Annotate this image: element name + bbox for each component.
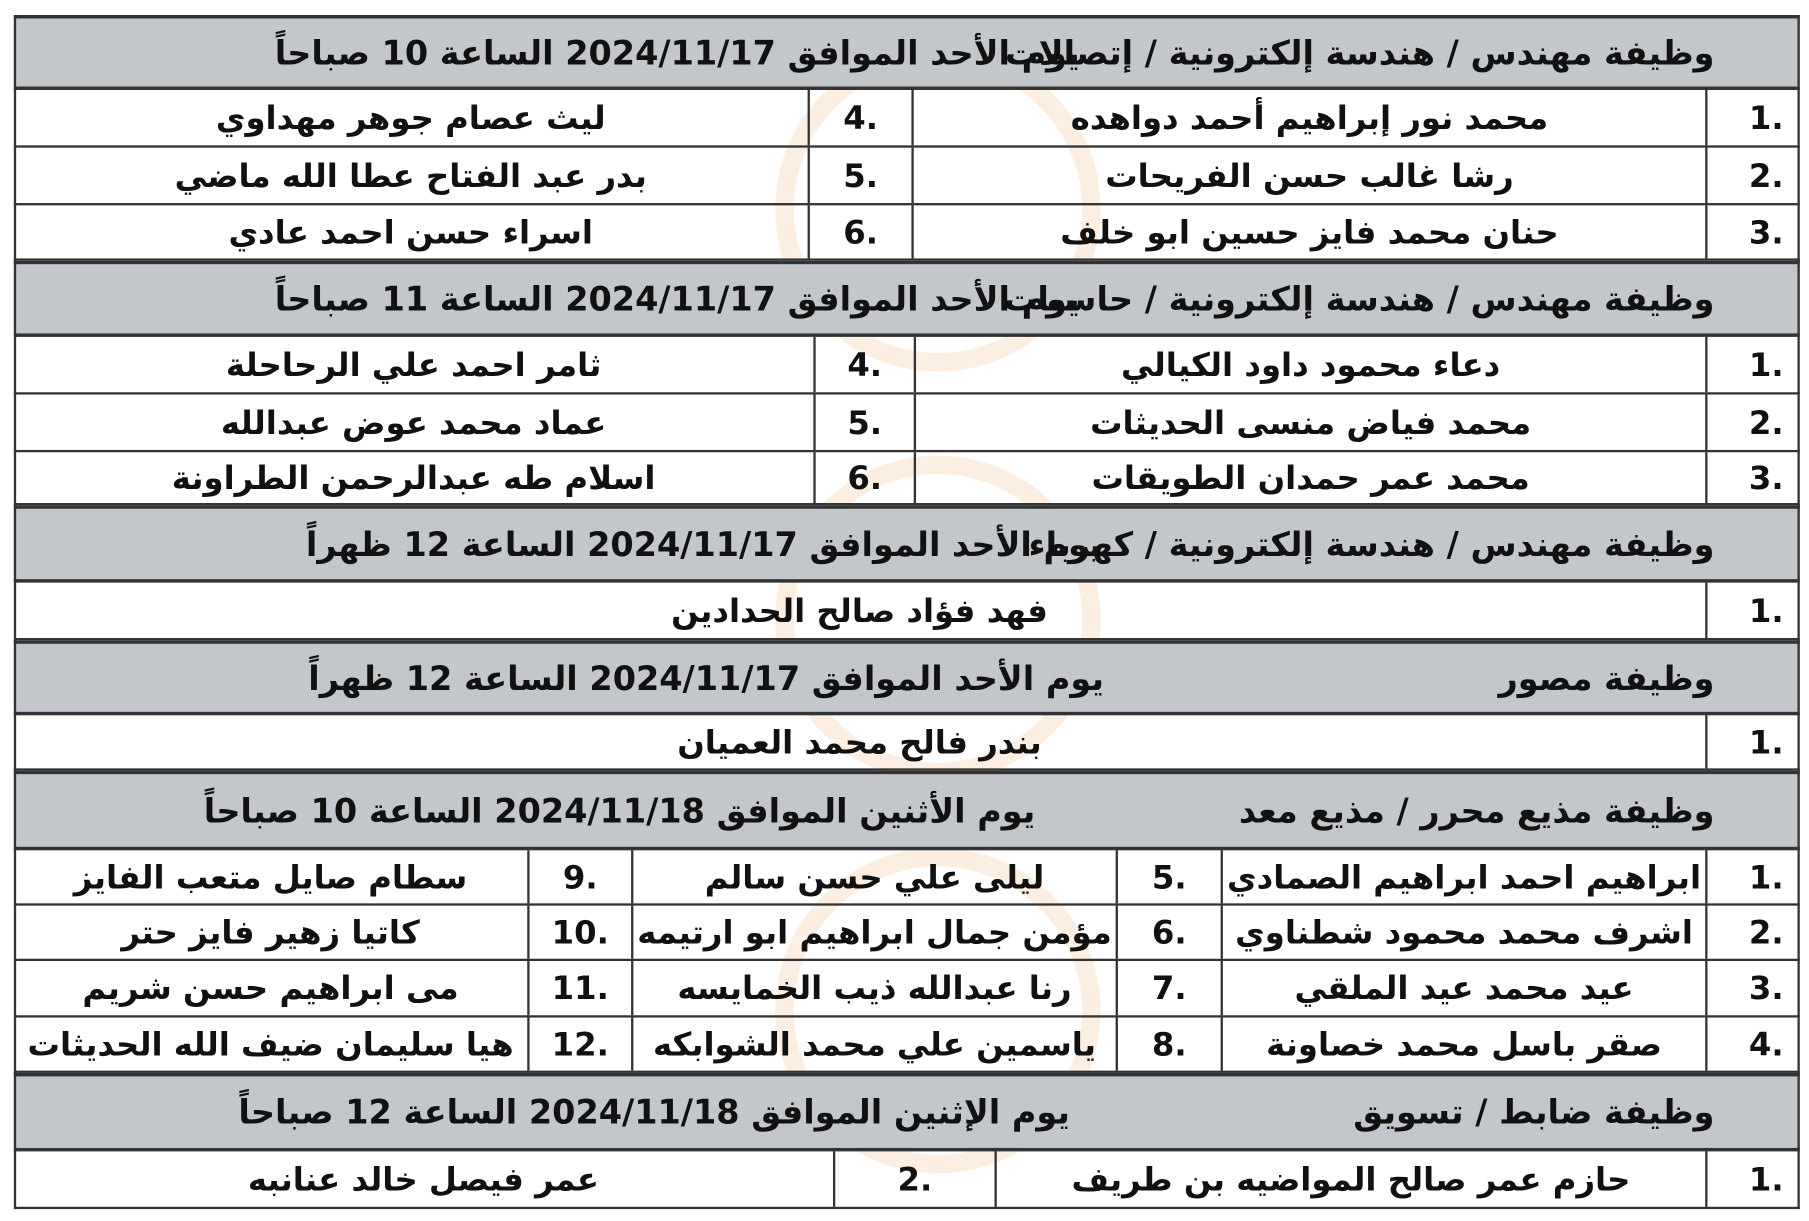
row-number: 3.: [1705, 961, 1800, 1015]
table-row: [14, 1018, 1800, 1073]
row-number: 7.: [1116, 961, 1221, 1015]
row-number: 1.: [1705, 1151, 1800, 1206]
job-title: وظيفة مصور: [1498, 658, 1715, 698]
row-number: 4.: [1705, 1018, 1800, 1071]
table-row: [14, 715, 1800, 770]
candidate-name: صقر باسل محمد خصاونة: [1221, 1018, 1706, 1071]
candidate-name: حنان محمد فايز حسين ابو خلف: [911, 205, 1705, 258]
table-row: [14, 337, 1800, 395]
candidate-name: سطام صايل متعب الفايز: [73, 857, 468, 896]
table-row: [14, 906, 1800, 961]
interview-schedule: يوم الإثنين الموافق 2024/11/18 الساعة 12 صباحاً: [238, 1092, 1070, 1132]
row-number: 9.: [527, 850, 631, 903]
candidate-name: محمد نور إبراهيم أحمد دواهده: [911, 90, 1705, 145]
interview-schedule: يوم الأحد الموافق 2024/11/17 الساعة 10 صباحاً: [274, 32, 1080, 73]
job-title: وظيفة مهندس / هندسة إلكترونية / حاسبات: [1003, 279, 1715, 319]
row-number: 12.: [527, 1018, 631, 1071]
interview-schedule: يوم الأحد الموافق 2024/11/17 الساعة 12 ظهراً: [308, 658, 1104, 698]
candidate-name: محمد فياض منسى الحديثات: [914, 395, 1705, 450]
candidate-name: بندر فالح محمد العميان: [677, 722, 1042, 761]
row-number: 6.: [808, 205, 912, 258]
row-number: 10.: [527, 906, 631, 959]
table-row: [14, 583, 1800, 641]
section-header: [14, 1073, 1800, 1151]
row-number: 2.: [1705, 395, 1800, 450]
job-title: وظيفة مذيع محرر / مذيع معد: [1238, 790, 1715, 831]
table-row: [14, 148, 1800, 206]
row-number: 4.: [813, 337, 913, 392]
candidate-name: اسراء حسن احمد عادي: [228, 212, 594, 251]
row-number: 5.: [813, 395, 913, 450]
row-number: 1.: [1705, 337, 1800, 392]
candidate-name: مى ابراهيم حسن شريم: [82, 969, 459, 1008]
candidate-name: ليث عصام جوهر مهداوي: [215, 98, 606, 137]
candidate-name: فهد فؤاد صالح الحدادين: [671, 591, 1048, 630]
table-row: [14, 395, 1800, 453]
table-row: [14, 205, 1800, 260]
row-number: 2.: [1705, 906, 1800, 959]
row-number: 1.: [1705, 90, 1800, 145]
interview-schedule: يوم الأحد الموافق 2024/11/17 الساعة 11 صباحاً: [274, 279, 1080, 319]
row-number: 5.: [808, 148, 912, 203]
row-number: 3.: [1705, 205, 1800, 258]
candidate-name: ابراهيم احمد ابراهيم الصمادي: [1221, 850, 1706, 903]
row-number: 2.: [1705, 148, 1800, 203]
candidate-name: عمر فيصل خالد عنانبه: [247, 1160, 599, 1199]
section-header: [14, 505, 1800, 582]
candidate-name: ثامر احمد علي الرحاحلة: [225, 345, 602, 384]
job-title: وظيفة مهندس / هندسة إلكترونية / إتصالات: [1005, 32, 1715, 73]
job-title: وظيفة ضابط / تسويق: [1353, 1092, 1715, 1132]
row-number: 1.: [1705, 583, 1800, 638]
candidate-name: رشا غالب حسن الفريحات: [911, 148, 1705, 203]
candidate-name: اشرف محمد محمود شطناوي: [1221, 906, 1706, 959]
row-number: 1.: [1705, 850, 1800, 903]
candidate-name: رنا عبدالله ذيب الخمايسه: [631, 961, 1116, 1015]
job-title: وظيفة مهندس / هندسة إلكترونية / كهرباء: [1028, 524, 1715, 564]
candidate-name: اسلام طه عبدالرحمن الطراونة: [171, 458, 656, 497]
section-header: [14, 261, 1800, 337]
section-header: [14, 640, 1800, 715]
row-number: 4.: [808, 90, 912, 145]
row-number: 3.: [1705, 452, 1800, 503]
candidate-name: حازم عمر صالح المواضيه بن طريف: [994, 1151, 1705, 1206]
candidate-name: محمد عمر حمدان الطويقات: [914, 452, 1705, 503]
candidate-name: مؤمن جمال ابراهيم ابو ارتيمه: [631, 906, 1116, 959]
interview-schedule: يوم الأحد الموافق 2024/11/17 الساعة 12 ظهراً: [305, 524, 1102, 564]
candidate-name: عيد محمد عيد الملقي: [1221, 961, 1706, 1015]
section-header: [14, 771, 1800, 851]
candidate-name: ياسمين علي محمد الشوابكه: [631, 1018, 1116, 1071]
candidate-name: كاتيا زهير فايز حتر: [121, 913, 420, 952]
interview-schedule: يوم الأثنين الموافق 2024/11/18 الساعة 10 صباحاً: [203, 790, 1036, 831]
row-number: 6.: [1116, 906, 1221, 959]
row-number: 6.: [813, 452, 913, 503]
row-number: 5.: [1116, 850, 1221, 903]
row-number: 2.: [833, 1151, 995, 1206]
section-header: [14, 15, 1800, 90]
table-row: [14, 452, 1800, 505]
candidate-name: دعاء محمود داود الكيالي: [914, 337, 1705, 392]
candidate-name: بدر عبد الفتاح عطا الله ماضي: [174, 156, 647, 195]
row-number: 8.: [1116, 1018, 1221, 1071]
candidate-name: ليلى علي حسن سالم: [631, 850, 1116, 903]
table-row: [14, 961, 1800, 1018]
table-row: [14, 850, 1800, 905]
table-row: [14, 90, 1800, 148]
table-row: [14, 1151, 1800, 1209]
row-number: 1.: [1705, 715, 1800, 768]
candidate-name: عماد محمد عوض عبدالله: [220, 403, 607, 442]
row-number: 11.: [527, 961, 631, 1015]
candidate-name: هيا سليمان ضيف الله الحديثات: [27, 1025, 514, 1064]
